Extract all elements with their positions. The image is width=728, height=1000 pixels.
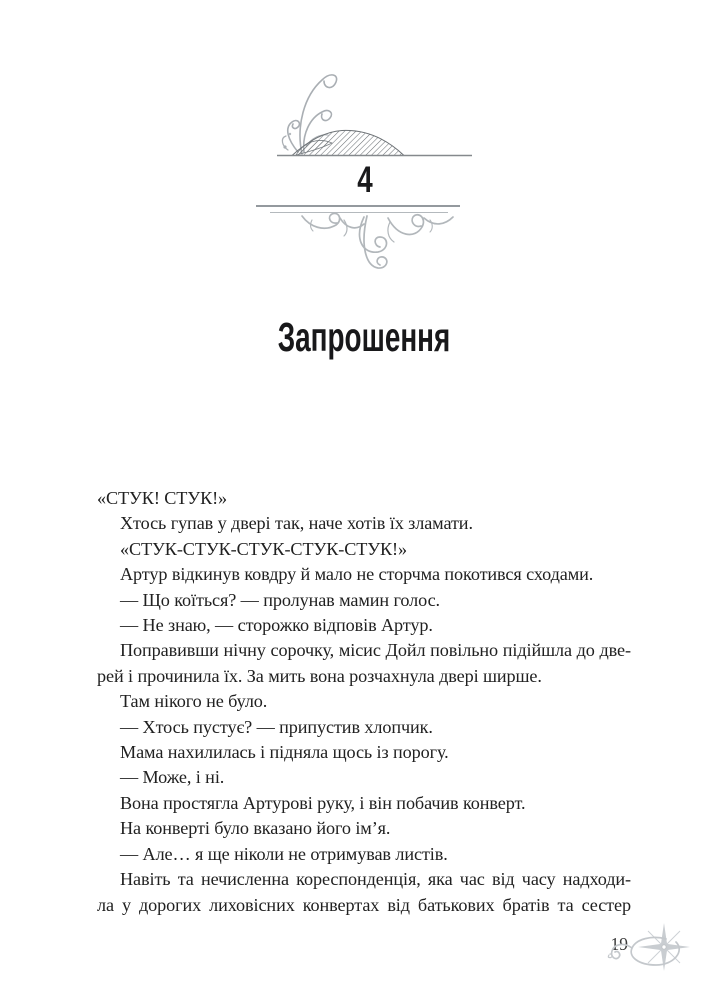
compass-rose-icon: [596, 918, 696, 974]
text-line: Мама нахилилась і підняла щось із порогу.: [120, 742, 449, 763]
chapter-title: Запрошення: [277, 314, 451, 360]
text-line: ла у дорогих лиховісних конвертах від батькових братів та сестер: [97, 894, 631, 915]
text-line: «СТУК-СТУК-СТУК-СТУК-СТУК!»: [120, 538, 408, 559]
text-line: — Хтось пустує? — припустив хлопчик.: [120, 716, 433, 737]
body-text-block: [97, 486, 631, 918]
text-line: Навіть та нечисленна кореспонденція, яка час від часу надходи-: [120, 869, 631, 890]
text-line: — Що коїться? — пролунав мамин голос.: [120, 589, 440, 610]
page-number: 19: [610, 934, 628, 954]
text-line: Вона простягла Артурові руку, і він побачив конверт.: [120, 792, 526, 813]
hatched-hill-icon: [292, 130, 404, 155]
text-line: «СТУК! СТУК!»: [97, 488, 228, 508]
text-line: Там нікого не було.: [120, 691, 268, 712]
text-line: На конверті було вказано його ім’я.: [120, 818, 391, 839]
text-line: Поправивши нічну сорочку, місис Дойл повільно підійшла до две-: [120, 640, 631, 661]
text-line: — Не знаю, — сторожко відповів Артур.: [120, 615, 433, 636]
text-line: Артур відкинув ковдру й мало не сторчма покотився сходами.: [120, 564, 594, 585]
text-line: — Але… я ще ніколи не отримував листів.: [120, 843, 448, 864]
chapter-number: 4: [357, 159, 373, 200]
scroll-garland-icon: [302, 213, 453, 268]
text-line: Хтось гупав у двері так, наче хотів їх зламати.: [120, 513, 473, 534]
text-line: рей і прочинила їх. За мить вона розчахнула двері ширше.: [97, 665, 542, 686]
text-line: — Може, і ні.: [120, 767, 225, 788]
